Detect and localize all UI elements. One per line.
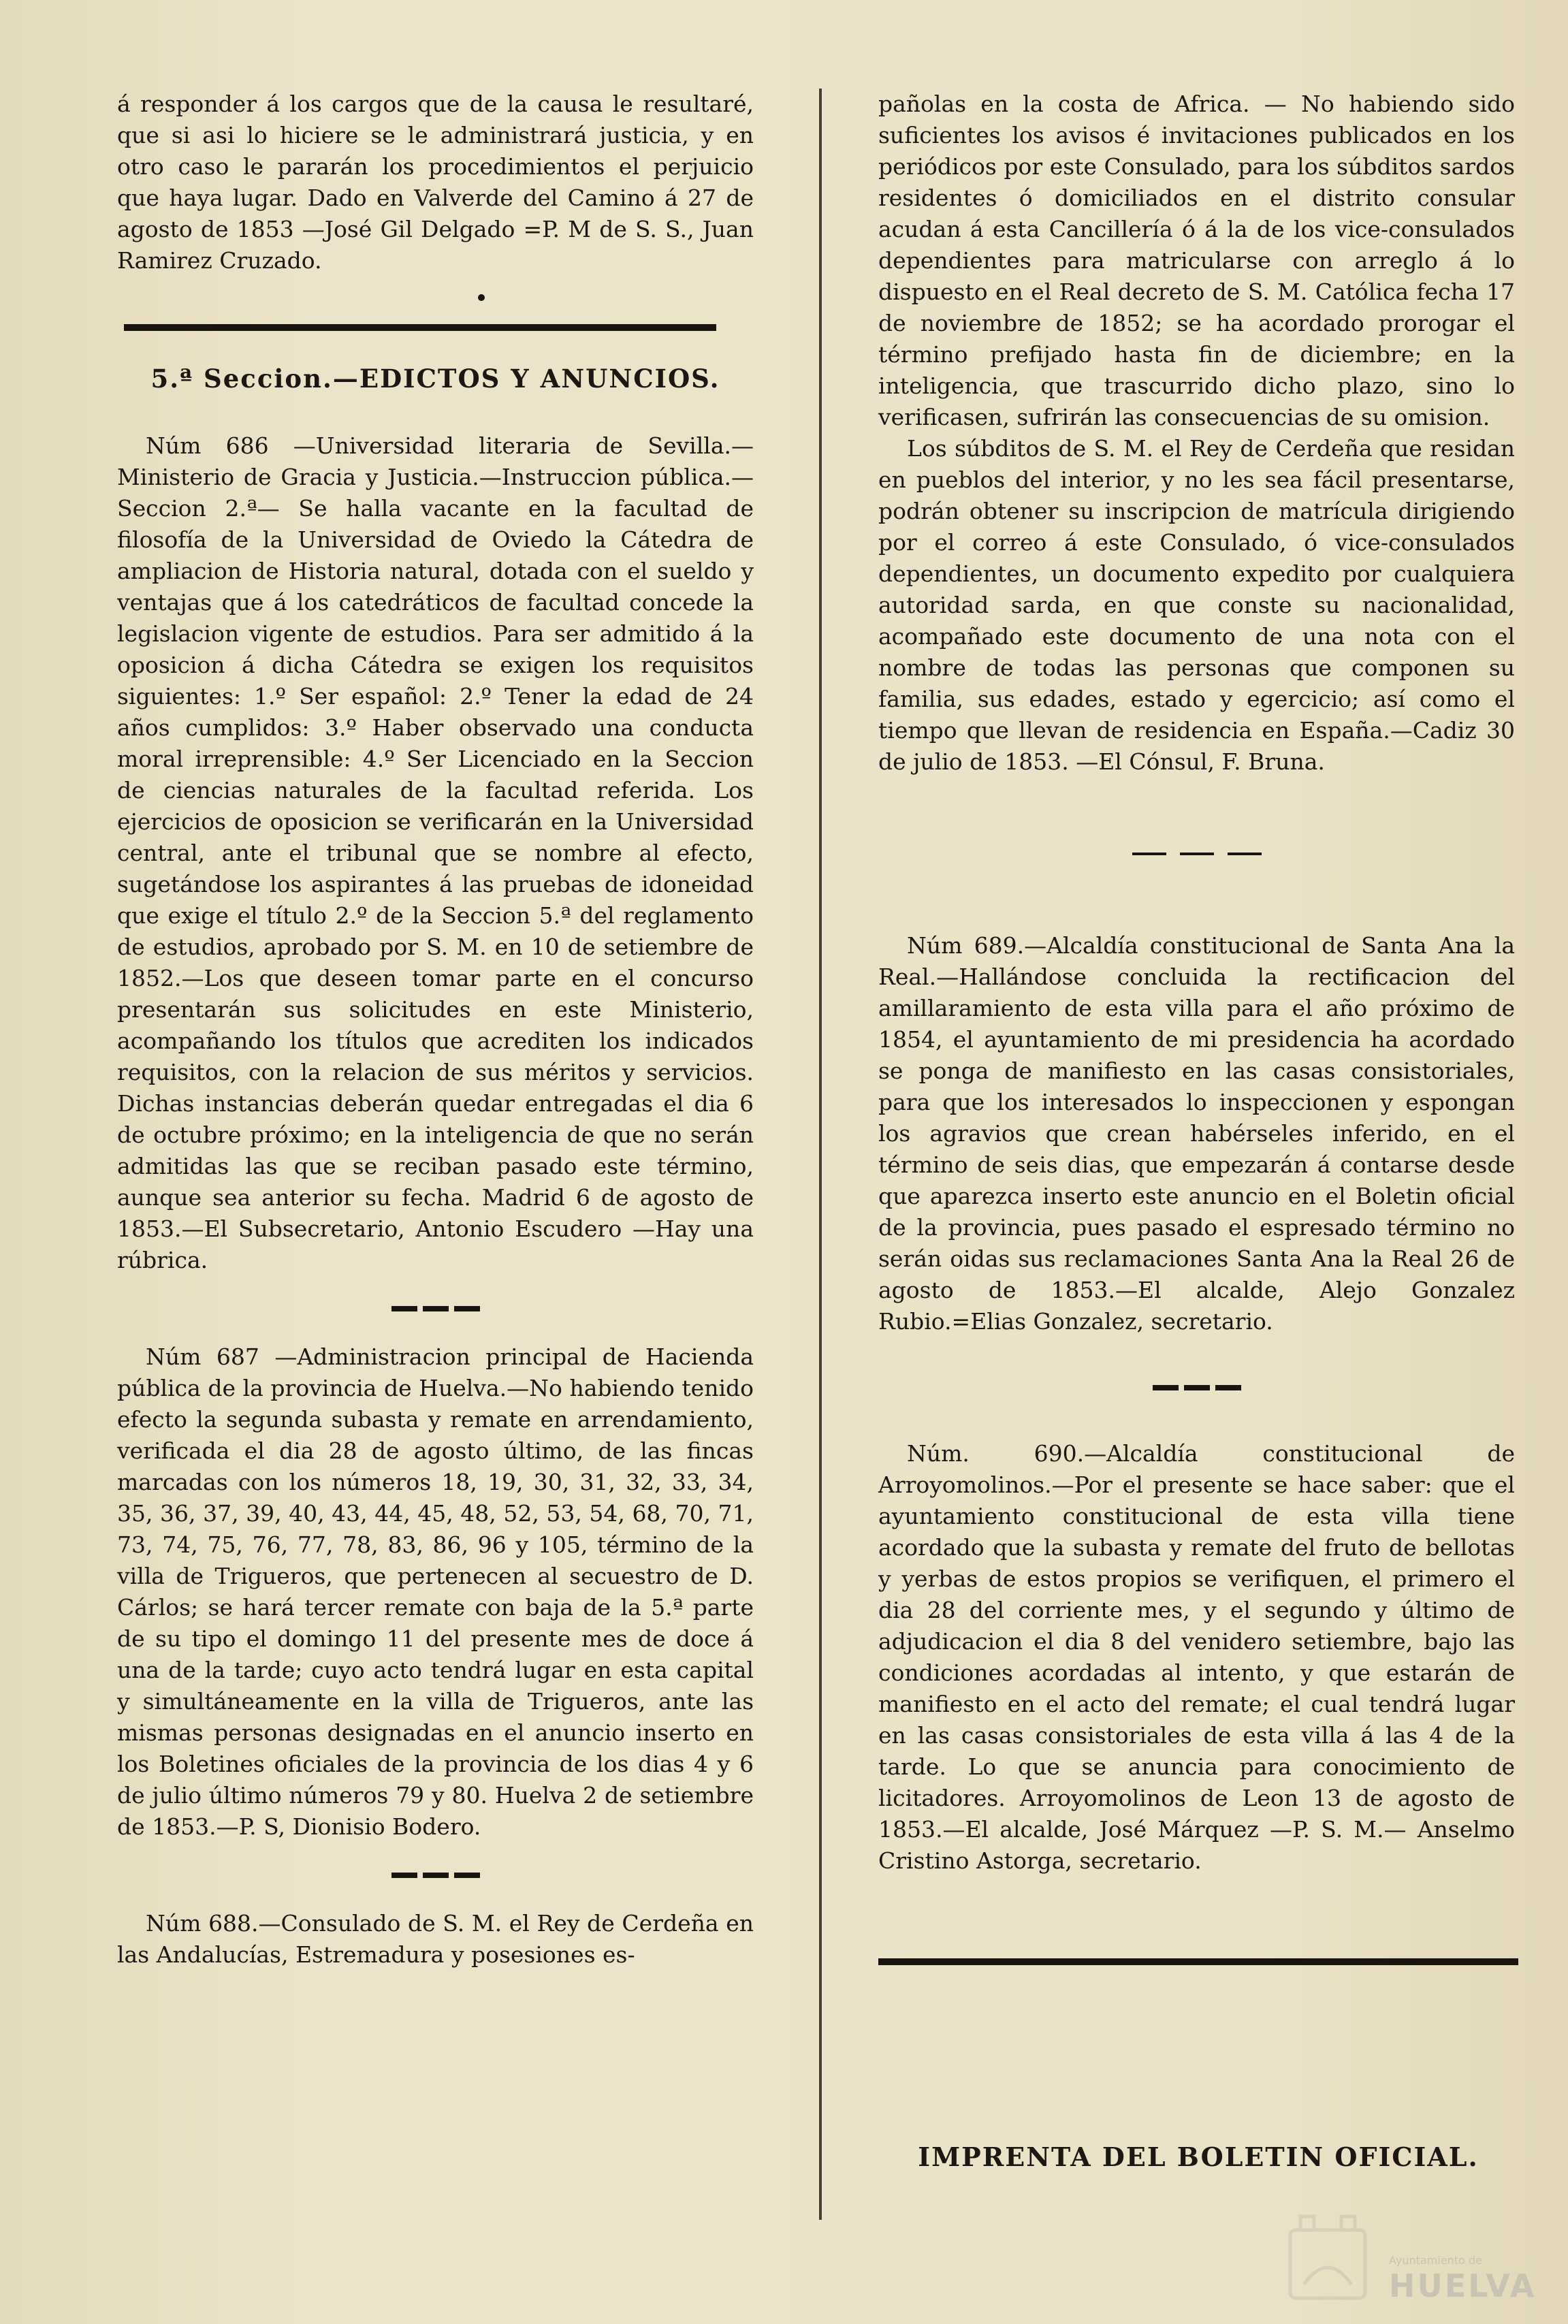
watermark-name: HUELVA	[1389, 2267, 1537, 2304]
notice-688-continuation: pañolas en la costa de Africa. — No habiendo sido suficientes los avisos é invitaciones publicados en los periódicos por este Consulado, para los súbditos sardos residentes ó domiciliados en el distrito consular acudan á esta Cancillería ó á la de los vice-consulados dependientes para matricularse con arreglo á lo dispuesto en el Real decreto de S. M. Católica fecha 17 de noviembre de 1852; se ha acordado prorogar el término prefijado hasta fin de diciembre; en la inteligencia, que trascurrido dicho plazo, sino lo verificasen, sufrirán las consecuencias de su omision.	[878, 91, 1515, 430]
notice-separator	[1153, 1385, 1241, 1390]
notice-separator	[1132, 853, 1262, 855]
ornament-dot	[478, 294, 485, 301]
section-title: 5.ª Seccion.—EDICTOS Y ANUNCIOS.	[150, 364, 720, 394]
column-divider	[819, 89, 822, 2220]
notice-686: Núm 686 —Universidad literaria de Sevilla.— Ministerio de Gracia y Justicia.—Instruccion pública.—Seccion 2.ª— Se halla vacante en la facultad de filosofía de la Universidad de Oviedo la Cátedra de ampliacion de Historia natural, dotada con el sueldo y ventajas que á los catedráticos de facultad concede la legislacion vigente de estudios. Para ser admitido á la oposicion á dicha Cátedra se exigen los requisitos siguientes: 1.º Ser español: 2.º Tener la edad de 24 años cumplidos: 3.º Haber observado una conducta moral irreprensible: 4.º Ser Licenciado en la Seccion de ciencias naturales de la facultad referida. Los ejercicios de oposicion se verificarán en la Universidad central, ante el tribunal que se nombre al efecto, sugetándose los aspirantes á las pruebas de idoneidad que exige el título 2.º de la Seccion 5.ª del reglamento de estudios, aprobado por S. M. en 10 de setiembre de 1852.—Los que deseen tomar parte en el concurso presentarán sus solicitudes en este Ministerio, acompañando los títulos que acrediten los indicados requisitos, con la relacion de sus méritos y servicios. Dichas instancias deberán quedar entregadas el dia 6 de octubre próximo; en la inteligencia de que no serán admitidas las que se reciban pasado este término, aunque sea anterior su fecha. Madrid 6 de agosto de 1853.—El Subsecretario, Antonio Escudero —Hay una rúbrica.	[117, 432, 754, 1273]
section-rule	[124, 324, 716, 331]
continuation-paragraph: á responder á los cargos que de la causa le resultaré, que si asi lo hiciere se le administrará justicia, y en otro caso le pararán los procedimientos el perjuicio que haya lugar. Dado en Valverde del Camino á 27 de agosto de 1853 —José Gil Delgado =P. M de S. S., Juan Ramirez Cruzado.	[117, 91, 754, 274]
right-column	[878, 89, 1515, 1965]
notice-689: Núm 689.—Alcaldía constitucional de Santa Ana la Real.—Hallándose concluida la rectificacion del amillaramiento de esta villa para el año próximo de 1854, el ayuntamiento de mi presidencia ha acordado se ponga de manifiesto en las casas consistoriales, para que los interesados lo inspeccionen y espongan los agravios que crean habérseles inferido, en el término de seis dias, que empezarán á contarse desde que aparezca inserto este anuncio en el Boletin oficial de la provincia, pues pasado el espresado término no serán oidas sus reclamaciones Santa Ana la Real 26 de agosto de 1853.—El alcalde, Alejo Gonzalez Rubio.=Elias Gonzalez, secretario.	[878, 932, 1515, 1335]
notice-688-start: Núm 688.—Consulado de S. M. el Rey de Cerdeña en las Andalucías, Estremadura y posesiones es-	[117, 1910, 754, 1968]
notice-688-paragraph-2: Los súbditos de S. M. el Rey de Cerdeña que residan en pueblos del interior, y no les sea fácil presentarse, podrán obtener su inscripcion de matrícula dirigiendo por el correo á este Consulado, ó vice-consulados dependientes, un documento expedito por cualquiera autoridad sarda, en que conste su nacionalidad, acompañado este documento de una nota con el nombre de todas las personas que componen su familia, sus edades, estado y egercicio; así como el tiempo que llevan de residencia en España.—Cadiz 30 de julio de 1853. —El Cónsul, F. Bruna.	[878, 435, 1515, 775]
left-column	[117, 89, 754, 1971]
notice-690: Núm. 690.—Alcaldía constitucional de Arroyomolinos.—Por el presente se hace saber: que el ayuntamiento constitucional de esta villa tiene acordado que la subasta y remate del fruto de bellotas y yerbas de estos propios se verifiquen, el primero el dia 28 del corriente mes, y el segundo y último de adjudicacion el dia 8 del venidero setiembre, bajo las condiciones acordadas al intento, y que estarán de manifiesto en el acto del remate; el cual tendrá lugar en las casas consistoriales de esta villa á las 4 de la tarde. Lo que se anuncia para conocimiento de licitadores. Arroyomolinos de Leon 13 de agosto de 1853.—El alcalde, José Márquez —P. S. M.— Anselmo Cristino Astorga, secretario.	[878, 1440, 1515, 1874]
notice-separator	[391, 1873, 480, 1878]
end-rule	[878, 1958, 1518, 1965]
notice-separator	[391, 1306, 480, 1311]
notice-687: Núm 687 —Administracion principal de Hacienda pública de la provincia de Huelva.—No habiendo tenido efecto la segunda subasta y remate en arrendamiento, verificada el dia 28 de agosto último, de las fincas marcadas con los números 18, 19, 30, 31, 32, 33, 34, 35, 36, 37, 39, 40, 43, 44, 45, 48, 52, 53, 54, 68, 70, 71, 73, 74, 75, 76, 77, 78, 83, 86, 96 y 105, término de la villa de Trigueros, que pertenecen al secuestro de D. Cárlos; se hará tercer remate con baja de la 5.ª parte de su tipo el domingo 11 del presente mes de doce á una de la tarde; cuyo acto tendrá lugar en esta capital y simultáneamente en la villa de Trigueros, ante las mismas personas designadas en el anuncio inserto en los Boletines oficiales de la provincia de los dias 4 y 6 de julio último números 79 y 80. Huelva 2 de setiembre de 1853.—P. S, Dionisio Bodero.	[117, 1343, 754, 1840]
printer-imprint: IMPRENTA DEL BOLETIN OFICIAL.	[918, 2142, 1479, 2172]
watermark-caption: Ayuntamiento de	[1389, 2254, 1482, 2267]
